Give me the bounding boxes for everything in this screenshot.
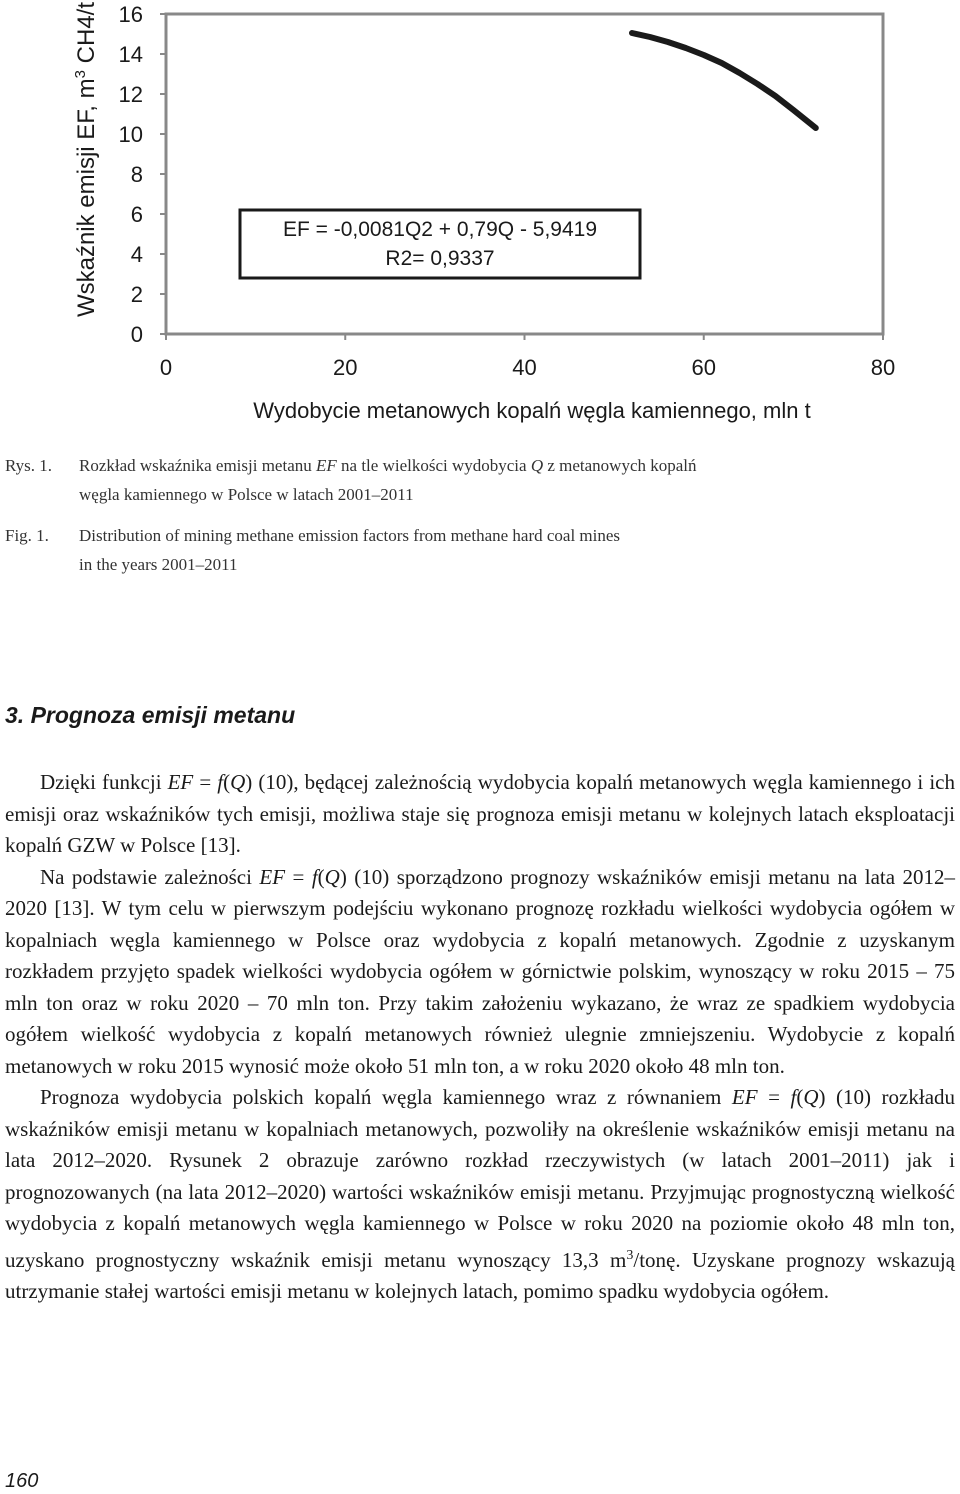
x-axis-label: Wydobycie metanowych kopalń węgla kamiennego, mln t: [253, 398, 811, 423]
caption-en-line1: Distribution of mining methane emission factors from methane hard coal mines: [79, 526, 621, 545]
y-tick-label: 0: [130, 322, 143, 347]
series-group: [632, 33, 816, 128]
caption-pl-text: z metanowych kopalń: [543, 456, 697, 475]
y-axis-label: Wskaźnik emisji EF, $m^3$ CH4/t: [72, 2, 100, 318]
equation-text: EF = -0,0081Q2 + 0,79Q - 5,9419: [282, 218, 598, 241]
section-heading: 3. Prognoza emisji metanu: [5, 702, 296, 728]
caption-en-label: Fig. 1.: [5, 526, 49, 545]
caption-pl-q: Q: [530, 456, 544, 475]
equation-box: [240, 210, 640, 278]
paragraph: Na podstawie zależności EF = f(Q) (10) sporządzono prognozy wskaźników emisji metanu na lata 2012–2020 [13]. W tym celu w pierwszym podejściu wykonano prognozę rozkładu wielkości wydobycia ogółem w kopalniach węgla kamiennego w Polsce oraz wydobycia z kopalń metanowych. Zgodnie z uzyskanym rozkładem przyjęto spadek wielkości wydobycia ogółem w górnictwie polskim, wynoszący w roku 2015 – 75 mln ton oraz w roku 2020 – 70 mln ton. Przy takim założeniu wykazano, że wraz ze spadkiem wydobycia ogółem wielkość wydobycia z kopalń metanowych również ulegnie zmniejszeniu. Wydobycie z kopalń metanowych w roku 2015 wynosić może około 51 mln ton, a w roku 2020 około 48 mln ton.: [5, 864, 955, 1078]
x-tick-label: 0: [159, 355, 173, 380]
y-tick-label: 12: [118, 82, 143, 107]
caption-pl-ef: EF: [316, 456, 337, 475]
figure-caption-pl: [5, 451, 697, 509]
y-tick-label: 4: [130, 242, 143, 267]
x-tick-label: 40: [512, 355, 537, 380]
series-line: [632, 33, 816, 128]
figure-caption-en: [5, 521, 620, 579]
y-tick-label: 16: [118, 2, 143, 27]
caption-pl-label: Rys. 1.: [5, 456, 53, 475]
paragraph: Prognoza wydobycia polskich kopalń węgla kamiennego wraz z równaniem EF = f(Q) (10) rozkładu wskaźników emisji metanu w kopalniach metanowych, pozwoliły na określenie wskaźników emisji metanu na lata 2012–2020. Rysunek 2 obrazuje zarówno rozkład rzeczywistych (w latach 2001–2011) jak i prognozowanych (na lata 2012–2020) wartości wskaźników emisji metanu. Przyjmując prognostyczną wielkość wydobycia z kopalń metanowych węgla kamiennego w Polsce w roku 2020 na poziomie około 48 mln ton, uzyskano prognostyczny wskaźnik emisji metanu wynoszący 13,3 $m^3$/tonę. Uzyskane prognozy wskazują utrzymanie stałej wartości emisji metanu w kolejnych latach, pomimo spadku wydobycia ogółem.: [5, 1085, 956, 1303]
r-squared-text: R2= 0,9337: [385, 247, 495, 270]
caption-pl-line2: węgla kamiennego w Polsce w latach 2001–2011: [79, 485, 414, 504]
page-number: 160: [5, 1470, 39, 1492]
x-tick-label: 80: [870, 355, 896, 380]
caption-pl-text: na tle wielkości wydobycia: [336, 456, 531, 475]
plot-area: [166, 14, 883, 334]
caption-en-line2: in the years 2001–2011: [79, 555, 238, 574]
paragraph: Dzięki funkcji EF = f(Q) (10), będącej zależnością wydobycia kopalń metanowych węgla kamiennego i ich emisji oraz wskaźników tych emisji, możliwa staje się prognoza emisji metanu w kolejnych latach eksploatacji kopalń GZW w Polsce [13].: [5, 770, 955, 857]
x-tick-label: 60: [691, 355, 716, 380]
y-tick-label: 10: [118, 122, 143, 147]
caption-pl-text: Rozkład wskaźnika emisji metanu: [79, 456, 316, 475]
x-tick-label: 20: [333, 355, 358, 380]
y-tick-label: 14: [118, 42, 143, 67]
y-tick-label: 6: [130, 202, 143, 227]
x-tick-labels: [160, 334, 895, 380]
y-tick-label: 2: [130, 282, 143, 307]
y-tick-label: 8: [130, 162, 143, 187]
chart: [0, 0, 960, 440]
plot-frame: [166, 14, 883, 334]
y-tick-labels: [119, 2, 166, 347]
body-text: [5, 767, 955, 1308]
